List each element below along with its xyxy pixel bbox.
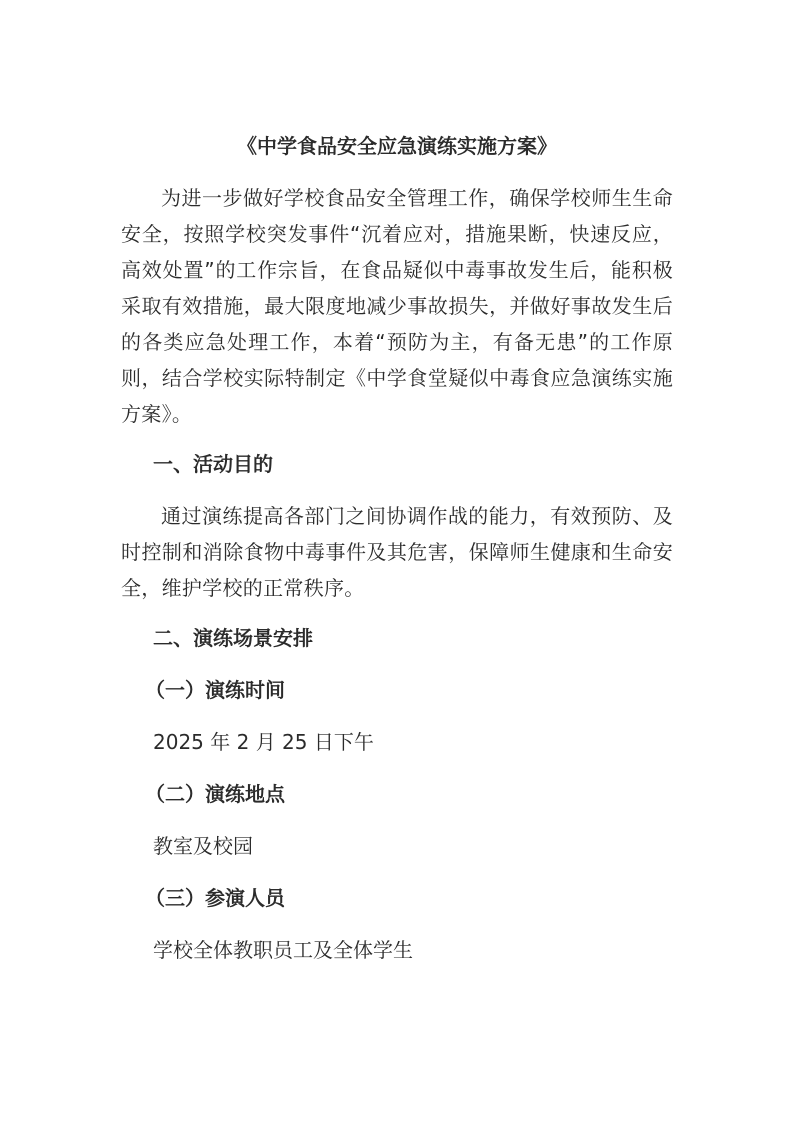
drill-participants-text: 学校全体教职员工及全体学生 [153, 938, 413, 962]
purpose-paragraph: 通过演练提高各部门之间协调作战的能力，有效预防、及时控制和消除食物中毒事件及其危害，保障师生健康和生命安全，维护学校的正常秩序。 [121, 504, 673, 600]
section-heading-arrangement: 二、演练场景安排 [153, 626, 313, 650]
document-title: 《中学食品安全应急演练实施方案》 [237, 134, 557, 158]
subsection-heading-participants: （三）参演人员 [145, 886, 285, 910]
intro-paragraph: 为进一步做好学校食品安全管理工作，确保学校师生生命安全，按照学校突发事件“沉着应对，措施果断，快速反应，高效处置”的工作宗旨，在食品疑似中毒事故发生后，能积极采取有效措施，最大限度地减少事故损失，并做好事故发生后的各类应急处理工作，本着“预防为主，有备无患”的工作原则，结合学校实际特制定《中学食堂疑似中毒食应急演练实施方案》。 [121, 186, 673, 426]
document-body [121, 126, 673, 968]
subsection-heading-time: （一）演练时间 [145, 678, 285, 702]
drill-time-text: 2025 年 2 月 25 日下午 [153, 730, 374, 754]
drill-location-text: 教室及校园 [153, 834, 253, 858]
section-heading-purpose: 一、活动目的 [153, 452, 273, 476]
subsection-heading-location: （二）演练地点 [145, 782, 285, 806]
